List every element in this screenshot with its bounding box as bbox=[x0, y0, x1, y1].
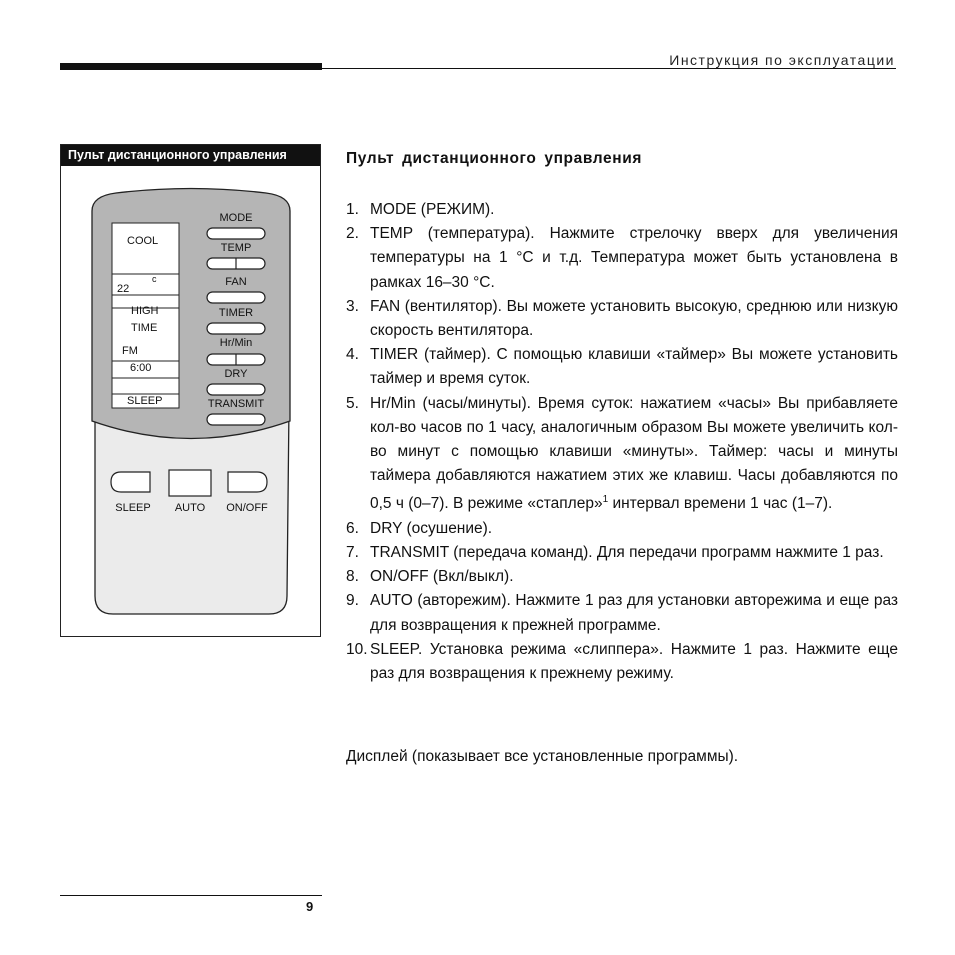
item-text bbox=[370, 392, 898, 517]
item-text-part2: интервал времени 1 час (1–7). bbox=[608, 495, 833, 513]
item-text: TRANSMIT (передача команд). Для передачи программ нажмите 1 раз. bbox=[370, 544, 884, 561]
running-header: Инструкция по эксплуатации bbox=[669, 52, 895, 68]
button-label: DRY bbox=[224, 368, 248, 380]
item-text: AUTO (авторежим). Нажмите 1 раз для установки авторежима и еще раз для возвращения к прежней программе. bbox=[370, 592, 898, 634]
item-text: SLEEP. Установка режима «слиппера». Нажмите 1 раз. Нажмите еще раз для возвращения к прежнему режиму. bbox=[370, 640, 898, 683]
item-number: 2. bbox=[346, 225, 359, 243]
remote-control-illustration bbox=[61, 166, 320, 636]
button-label: TEMP bbox=[220, 242, 252, 254]
button-label: FAN bbox=[225, 276, 247, 288]
page-number: 9 bbox=[306, 899, 314, 914]
display-note: Дисплей (показывает все установленные программы). bbox=[346, 748, 739, 765]
sleep-button-label: SLEEP bbox=[115, 502, 151, 514]
lcd-fan-text: HIGH bbox=[131, 305, 159, 317]
remote-button bbox=[207, 228, 265, 239]
instructions-list bbox=[346, 198, 898, 686]
lcd-fm-text: FM bbox=[122, 345, 138, 357]
header-rule-thin bbox=[322, 68, 896, 69]
item-number: 9. bbox=[346, 592, 359, 610]
button-label: Hr/Min bbox=[219, 337, 253, 349]
button-label: TRANSMIT bbox=[207, 398, 265, 410]
onoff-button-label: ON/OFF bbox=[226, 502, 268, 514]
lcd-temp-text: 22 bbox=[117, 283, 130, 295]
list-item bbox=[346, 638, 898, 686]
list-item bbox=[346, 392, 898, 517]
onoff-button-shape bbox=[228, 472, 267, 492]
lcd-mode-text: COOL bbox=[127, 235, 159, 247]
sleep-button-shape bbox=[111, 472, 150, 492]
remote-button bbox=[207, 292, 265, 303]
item-text-part1: Hr/Min (часы/минуты). Время суток: нажатием «часы» Вы прибавляете кол-во часов по 1 часу, аналогичным образом Вы можете увеличить кол-во минут с помощью клавиши «минуты». Таймер: часы и минуты таймера добавляются нажатием этих же клавиш. Часы добавляются по 0,5 ч (0–7). В режиме «стаплер» bbox=[370, 394, 898, 513]
figure-caption: Пульт дистанционного управления bbox=[61, 145, 320, 166]
item-number: 1. bbox=[346, 201, 359, 218]
item-number: 7. bbox=[346, 544, 359, 561]
list-item bbox=[346, 343, 898, 391]
remote-button bbox=[207, 384, 265, 395]
button-label: MODE bbox=[219, 212, 253, 224]
item-number: 3. bbox=[346, 297, 359, 315]
remote-button bbox=[207, 414, 265, 425]
auto-button-shape bbox=[169, 470, 211, 496]
footnote-mark: 1 bbox=[602, 494, 609, 506]
lcd-time-text: TIME bbox=[131, 322, 158, 334]
lcd-clock-text: 6:00 bbox=[130, 362, 152, 374]
header-rule-thick bbox=[60, 63, 322, 70]
item-number: 10. bbox=[346, 640, 368, 658]
list-item bbox=[346, 565, 898, 589]
list-item bbox=[346, 517, 898, 541]
section-title: Пульт дистанционного управления bbox=[346, 150, 642, 167]
item-text: MODE (РЕЖИМ). bbox=[370, 201, 495, 218]
list-item bbox=[346, 589, 898, 637]
list-item bbox=[346, 541, 898, 565]
item-text: TIMER (таймер). С помощью клавиши «таймер» Вы можете установить таймер и время суток. bbox=[370, 346, 898, 388]
list-item bbox=[346, 295, 898, 343]
item-number: 5. bbox=[346, 394, 359, 412]
item-number: 4. bbox=[346, 346, 359, 364]
remote-button bbox=[207, 323, 265, 334]
lcd-unit-text: c bbox=[152, 274, 157, 284]
item-text: FAN (вентилятор). Вы можете установить высокую, среднюю или низкую скорость вентилятора. bbox=[370, 297, 898, 340]
lcd-sleep-text: SLEEP bbox=[127, 395, 163, 407]
item-text: TEMP (температура). Нажмите стрелочку вверх для увеличения температуры на 1 °C и т.д. Температура может быть установлена в рамках 16–30 °C. bbox=[370, 225, 898, 291]
item-text: DRY (осушение). bbox=[370, 519, 493, 537]
list-item bbox=[346, 198, 898, 222]
auto-button-label: AUTO bbox=[174, 502, 206, 514]
button-label: TIMER bbox=[218, 307, 254, 319]
item-text: ON/OFF (Вкл/выкл). bbox=[370, 568, 514, 586]
footer-rule bbox=[60, 895, 322, 896]
item-number: 8. bbox=[346, 568, 359, 586]
list-item bbox=[346, 222, 898, 295]
figure-box bbox=[60, 144, 321, 637]
item-number: 6. bbox=[346, 519, 359, 537]
